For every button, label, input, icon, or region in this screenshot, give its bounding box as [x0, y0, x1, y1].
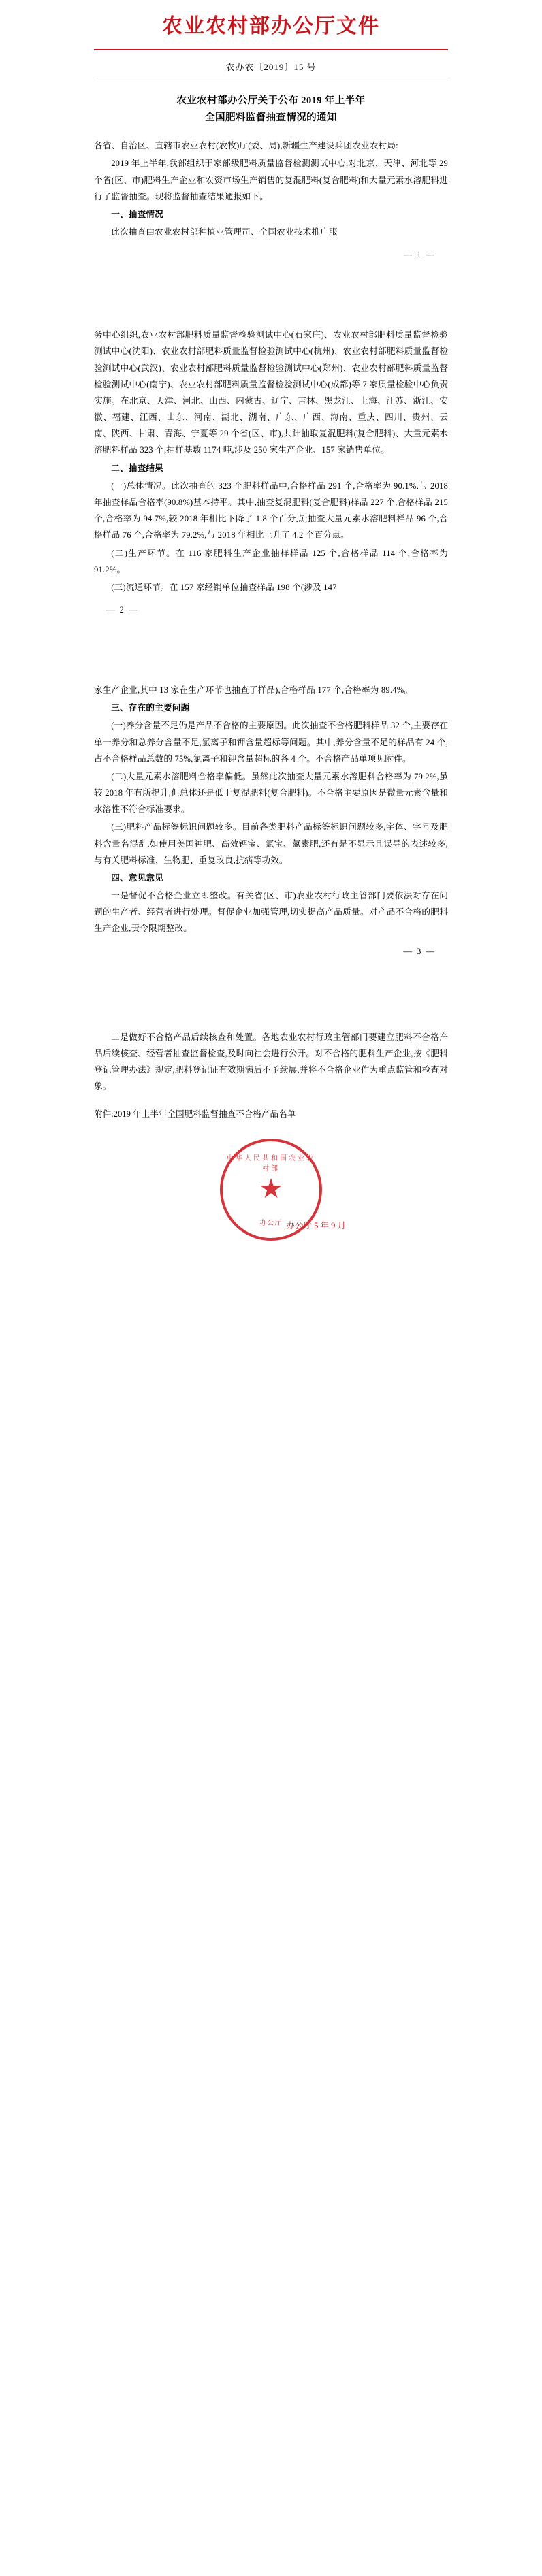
- star-icon: ★: [259, 1173, 283, 1205]
- official-seal-icon: [220, 1139, 322, 1241]
- sheet-2: [0, 312, 542, 627]
- masthead-rule: [94, 49, 448, 50]
- page-number-2: — 2 —: [106, 605, 139, 615]
- sheet-1: [0, 0, 542, 272]
- paragraph-overall-results: (一)总体情况。此次抽查的 323 个肥料样品中,合格样品 291 个,合格率为 90.1%,与 2018 年抽查样品合格率(90.8%)基本持平。其中,抽查复混肥料(复合肥料)样品 227 个,合格样品 215 个,合格率为 94.7%,较 2018 年相比下降了 1.8 个百分点;抽查大量元素水溶肥料样品 96 个,合格样品 76 个,合格率为 79.2%,与 2018 年相比上升了 4.2 个百分点。: [94, 480, 448, 540]
- sheet-separator-2: [0, 627, 542, 667]
- page-title-line-2: 全国肥料监督抽查情况的通知: [205, 112, 337, 123]
- sheet-3: [0, 667, 542, 969]
- sheet-separator-3: [0, 969, 542, 1009]
- paragraph-opinion-2: 二是做好不合格产品后续核查和处置。各地农业农村行政主管部门要建立肥料不合格产品后续核查、经营者抽查监督检查,及时向社会进行公开。对不合格的肥料生产企业,按《肥料登记管理办法》规定,肥料登记证有效期满后不予续展,并将不合格企业作为重点监管和检查对象。: [94, 1032, 448, 1092]
- seal-area: [94, 1132, 448, 1254]
- paragraph-survey-body: 务中心组织,农业农村部肥料质量监督检验测试中心(石家庄)、农业农村部肥料质量监督检验测试中心(沈阳)、农业农村部肥料质量监督检验测试中心(杭州)、农业农村部肥料质量监督检验测试中心(武汉)、农业农村部肥料质量监督检验测试中心(郑州)、农业农村部肥料质量监督检验测试中心(南宁)、农业农村部肥料质量监督检验测试中心(成都)等 7 家质量检验中心负责实施。在北京、天津、河北、山西、内蒙古、辽宁、吉林、黑龙江、上海、江苏、浙江、安徽、福建、江西、山东、河南、湖北、湖南、广东、广西、海南、重庆、四川、贵州、云南、陕西、甘肃、青海、宁夏等 29 个省(区、市),共计抽取复混肥料(复合肥料)、大量元素水溶肥料样品 323 个,抽样基数 1174 吨,涉及 250 家生产企业、157 家销售单位。: [94, 330, 448, 455]
- paragraph-distribution-cont: 家生产企业,其中 13 家在生产环节也抽查了样品),合格样品 177 个,合格率为 89.4%。: [94, 685, 413, 696]
- paragraph-issue-2: (二)大量元素水溶肥料合格率偏低。虽然此次抽查大量元素水溶肥料合格率为 79.2%,虽较 2018 年有所提升,但总体还是低于复混肥料(复合肥料)。不合格主要原因是微量元素含量和水溶性不符合标准要求。: [94, 771, 448, 815]
- paragraph-production-stage: (二)生产环节。在 116 家肥料生产企业抽样样品 125 个,合格样品 114 个,合格率为 91.2%。: [94, 548, 448, 574]
- section-heading-4: 四、意见意见: [111, 873, 163, 883]
- seal-bottom-text: 办公厅: [259, 1219, 283, 1227]
- paragraph-distribution-stage: (三)流通环节。在 157 家经销单位抽查样品 198 个(涉及 147: [111, 582, 337, 592]
- section-heading-3: 三、存在的主要问题: [111, 703, 190, 713]
- paragraph-issue-3: (三)肥料产品标签标识问题较多。目前各类肥料产品标签标识问题较多,字体、字号及肥料含量名混乱,如使用美国神肥、高效钙宝、氯宝、氮素肥,还有是不显示且误导的表述较多,与有关肥料标准、生物肥、重复改良,抗病等功效。: [94, 822, 448, 865]
- paragraph-issue-1: (一)养分含量不足仍是产品不合格的主要原因。此次抽查不合格肥料样品 32 个,主要存在单一养分和总养分含量不足,氯离子和钾含量超标等问题。其中,养分含量不足的样品有 24 个,占不合格样品总数的 75%,氯离子和钾含量超标的各 4 个。不合格产品单项见附件。: [94, 721, 448, 764]
- seal-signature-line: 办公厅 5 年 9 月: [286, 1220, 346, 1230]
- section-heading-2: 二、抽查结果: [111, 463, 163, 473]
- page-title: [94, 93, 448, 127]
- paragraph-intro: 2019 年上半年,我部组织于家部级肥料质量监督检测测试中心,对北京、天津、河北等 29 个省(区、市)肥料生产企业和农资市场生产销售的复混肥料(复合肥料)和大量元素水溶肥料进行了监督抽查。现将监督抽查结果通报如下。: [94, 159, 448, 201]
- masthead: [94, 3, 448, 80]
- paragraph-opinion-1: 一是督促不合格企业立即整改。有关省(区、市)农业农村行政主管部门要依法对存在问题的生产者、经营者进行处理。督促企业加强管理,切实提高产品质量。对产品不合格的肥料生产企业,责令限期整改。: [94, 891, 448, 934]
- page-title-line-1: 农业农村部办公厅关于公布 2019 年上半年: [176, 95, 366, 106]
- document-page: [0, 0, 542, 1261]
- masthead-title: 农业农村部办公厅文件: [162, 15, 380, 37]
- seal-top-text: 中华人民共和国农业农村部: [227, 1154, 315, 1173]
- section-heading-1: 一、抽查情况: [111, 209, 163, 219]
- attachment-line: 附件:2019 年上半年全国肥料监督抽查不合格产品名单: [94, 1109, 296, 1120]
- sheet-separator-1: [0, 272, 542, 312]
- document-number: 农办农〔2019〕15 号: [225, 61, 317, 72]
- page-number-1: — 1 —: [403, 250, 436, 260]
- sheet-4: [0, 1009, 542, 1261]
- paragraph-addressee: 各省、自治区、直辖市农业农村(农牧)厅(委、局),新疆生产建设兵团农业农村局:: [94, 141, 398, 151]
- paragraph-survey-intro: 此次抽查由农业农村部种植业管理司、全国农业技术推广服: [111, 227, 338, 238]
- page-number-3: — 3 —: [403, 946, 436, 956]
